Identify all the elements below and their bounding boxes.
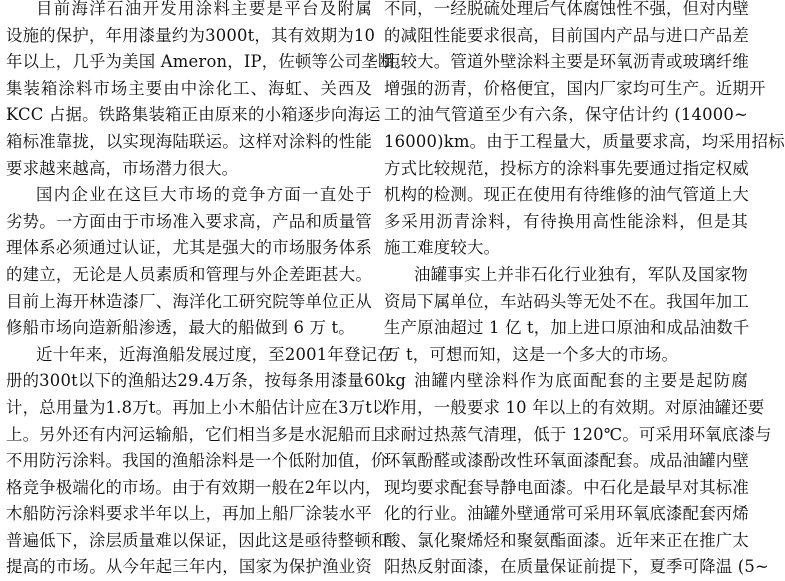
text-line: 册的300t以下的渔船达29.4万条，按每条用漆量60kg [6,371,407,391]
text-line: 方式比较规范，投标方的涂料事先要通过指定权威 [384,158,749,178]
text-line: 油罐内壁涂料作为底面配套的主要是起防腐 [414,371,748,391]
text-line: 上。另外还有内河运输船，它们相当多是水泥船而且 [6,424,388,444]
text-line: 提高的市场。从今年起三年内，国家为保护渔业资 [6,557,372,577]
text-line: 目前上海开林造漆厂、海洋化工研究院等单位正从 [6,291,372,311]
text-line: 近十年来，近海渔船发展过度，至2001年登记在 [36,344,394,364]
text-line: 不同，一经脱硫处理后气体腐蚀性不强，但对内壁 [384,0,749,18]
text-line: 要求越来越高，市场潜力很大。 [6,158,239,178]
text-line: 设施的保护，年用漆量约为3000t，其有效期为10 [6,25,376,45]
text-line: 生产原油超过 1 亿 t，加上进口原油和成品油数千 [384,318,750,338]
text-line: 油罐事实上并非石化行业独有，军队及国家物 [414,264,748,284]
left-text-column [6,0,412,581]
text-line: 万 t，可想而知，这是一个多大的市场。 [384,344,679,364]
text-line: 16000)km。由于工程量大，质量要求高，均采用招标 [384,131,785,151]
text-line: 集装箱涂料市场主要由中涂化工、海虹、关西及 [6,78,372,98]
text-line: 作用，一般要求 10 年以上的有效期。对原油罐还要 [384,397,765,417]
text-line: 计，总用量为1.8万t。再加上小木船估计应在3万t以 [6,397,389,417]
text-line: 增强的沥青，价格便宜，国内厂家均可生产。近期开 [384,78,766,98]
text-line: 阳热反射面漆，在质量保证前提下，夏季可降温 (5~ [384,557,769,577]
text-line: 工的油气管道至少有六条，保守估计约 (14000~ [384,105,748,125]
text-line: 距较大。管道外壁涂料主要是环氧沥青或玻璃纤维 [384,52,749,72]
text-line: 多采用沥青涂料，有待换用高性能涂料，但是其 [384,211,748,231]
text-line: 求耐过热蒸气清理，低于 120℃。可采用环氧底漆与 [384,424,772,444]
text-line: 施工难度较大。 [384,238,501,258]
right-text-column [384,0,785,581]
text-line: 的建立，无论是人员素质和管理与外企差距甚大。 [6,264,372,284]
text-line: 木船防污涂料要求半年以上，再加上船厂涂装水平 [6,504,372,524]
text-line: 修船市场向造新船渗透，最大的船做到 6 万 t。 [6,318,355,338]
text-line: 机构的检测。现正在使用有待维修的油气管道上大 [384,185,749,205]
text-line: 现均要求配套导静电面漆。中石化是最早对其标准 [384,477,749,497]
text-line: 年以上，几乎为美国 Ameron，IP，佐顿等公司垄断。 [6,52,412,72]
text-line: 的减阻性能要求很高，目前国内产品与进口产品差 [384,25,749,45]
text-line: 普遍低下，涂层质量难以保证，因此这是亟待整顿和 [6,530,388,550]
text-line: 国内企业在这巨大市场的竞争方面一直处于 [36,185,372,205]
text-line: 目前海洋石油开发用涂料主要是平台及附属 [36,0,372,18]
text-line: 化的行业。油罐外壁通常可采用环氧底漆配套丙烯 [384,504,749,524]
text-line: 箱标准靠拢，以实现海陆联运。这样对涂料的性能 [6,131,372,151]
text-line: 资局下属单位，车站码头等无处不在。我国年加工 [384,291,749,311]
text-line: 酸、氯化聚烯烃和聚氨酯面漆。近年来正在推广太 [384,530,749,550]
text-line: 理体系必须通过认证，尤其是强大的市场服务体系 [6,238,372,258]
text-line: 劣势。一方面由于市场准入要求高，产品和质量管 [6,211,372,231]
text-line: 不用防污涂料。我国的渔船涂料是一个低附加值，价 [6,451,388,471]
text-line: 环氧酚醛或漆酚改性环氧面漆配套。成品油罐内壁 [384,451,749,471]
text-line: KCC 占据。铁路集装箱正由原来的小箱逐步向海运 [6,105,381,125]
text-line: 格竞争极端化的市场。由于有效期一般在2年以内， [6,477,382,497]
